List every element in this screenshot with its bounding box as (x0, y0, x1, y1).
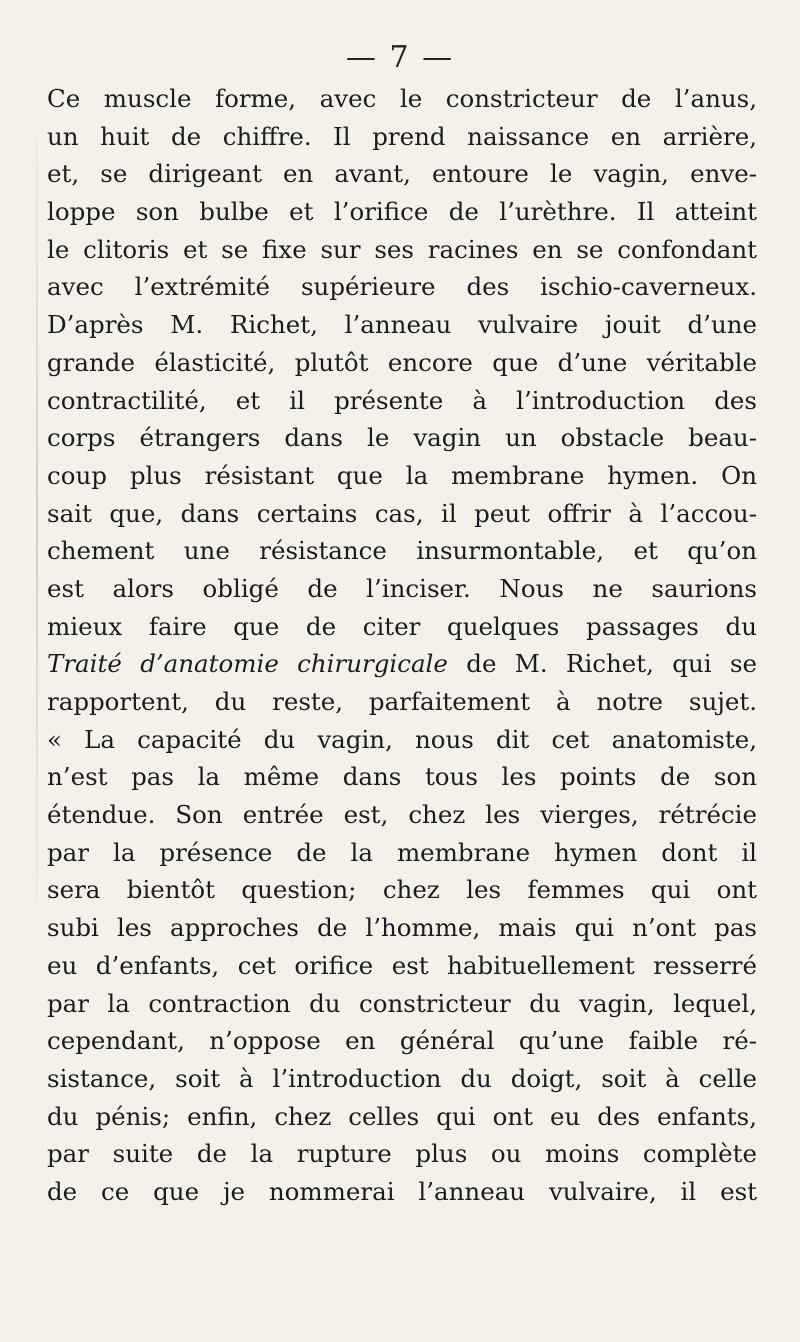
text-line: étendue. Son entrée est, chez les vierges, rétrécie (47, 800, 757, 830)
text-line: cependant, n’oppose en général qu’une faible ré- (47, 1026, 757, 1056)
text-line: subi les approches de l’homme, mais qui n’ont pas (47, 913, 757, 943)
text-line: et, se dirigeant en avant, entoure le vagin, enve- (47, 159, 757, 189)
text-line: eu d’enfants, cet orifice est habituellement resserré (47, 950, 757, 980)
text-line: grande élasticité, plutôt encore que d’une véritable (47, 347, 757, 377)
text-line: D’après M. Richet, l’anneau vulvaire jouit d’une (47, 310, 757, 340)
text-line: de ce que je nommerai l’anneau vulvaire, il est (47, 1176, 757, 1206)
page-gutter-shadow (36, 90, 38, 950)
text-line: contractilité, et il présente à l’introduction des (47, 385, 757, 415)
text-line: mieux faire que de citer quelques passages du (47, 611, 757, 641)
text-line: coup plus résistant que la membrane hymen. On (47, 460, 757, 490)
text-line: est alors obligé de l’inciser. Nous ne saurions (47, 573, 757, 603)
text-line: par la présence de la membrane hymen dont il (47, 837, 757, 867)
book-title: Traité d’anatomie chirurgicale (47, 649, 448, 679)
text-line: loppe son bulbe et l’orifice de l’urèthre. Il atteint (47, 197, 757, 227)
text-line: un huit de chiffre. Il prend naissance en arrière, (47, 121, 757, 151)
text-line-with-title (47, 645, 757, 683)
text-line: sait que, dans certains cas, il peut offrir à l’accou- (47, 498, 757, 528)
body-text (47, 80, 757, 1211)
text-line: corps étrangers dans le vagin un obstacle beau- (47, 423, 757, 453)
text-line: sera bientôt question; chez les femmes qui ont (47, 875, 757, 905)
text-segment: de M. Richet, qui se (447, 649, 757, 679)
text-line: « La capacité du vagin, nous dit cet anatomiste, (47, 724, 757, 754)
text-line: par suite de la rupture plus ou moins complète (47, 1139, 757, 1169)
text-line: chement une résistance insurmontable, et qu’on (47, 536, 757, 566)
text-line: rapportent, du reste, parfaitement à notre sujet. (47, 687, 757, 716)
text-line: Ce muscle forme, avec le constricteur de l’anus, (47, 84, 757, 113)
text-line: avec l’extrémité supérieure des ischio-caverneux. (47, 272, 757, 302)
text-line: du pénis; enfin, chez celles qui ont eu des enfants, (47, 1101, 757, 1131)
page-number: — 7 — (345, 40, 455, 75)
text-line: sistance, soit à l’introduction du doigt, soit à celle (47, 1063, 757, 1093)
text-line: le clitoris et se fixe sur ses racines en se confondant (47, 234, 757, 264)
text-line: n’est pas la même dans tous les points de son (47, 762, 757, 792)
text-line: par la contraction du constricteur du vagin, lequel, (47, 988, 757, 1018)
